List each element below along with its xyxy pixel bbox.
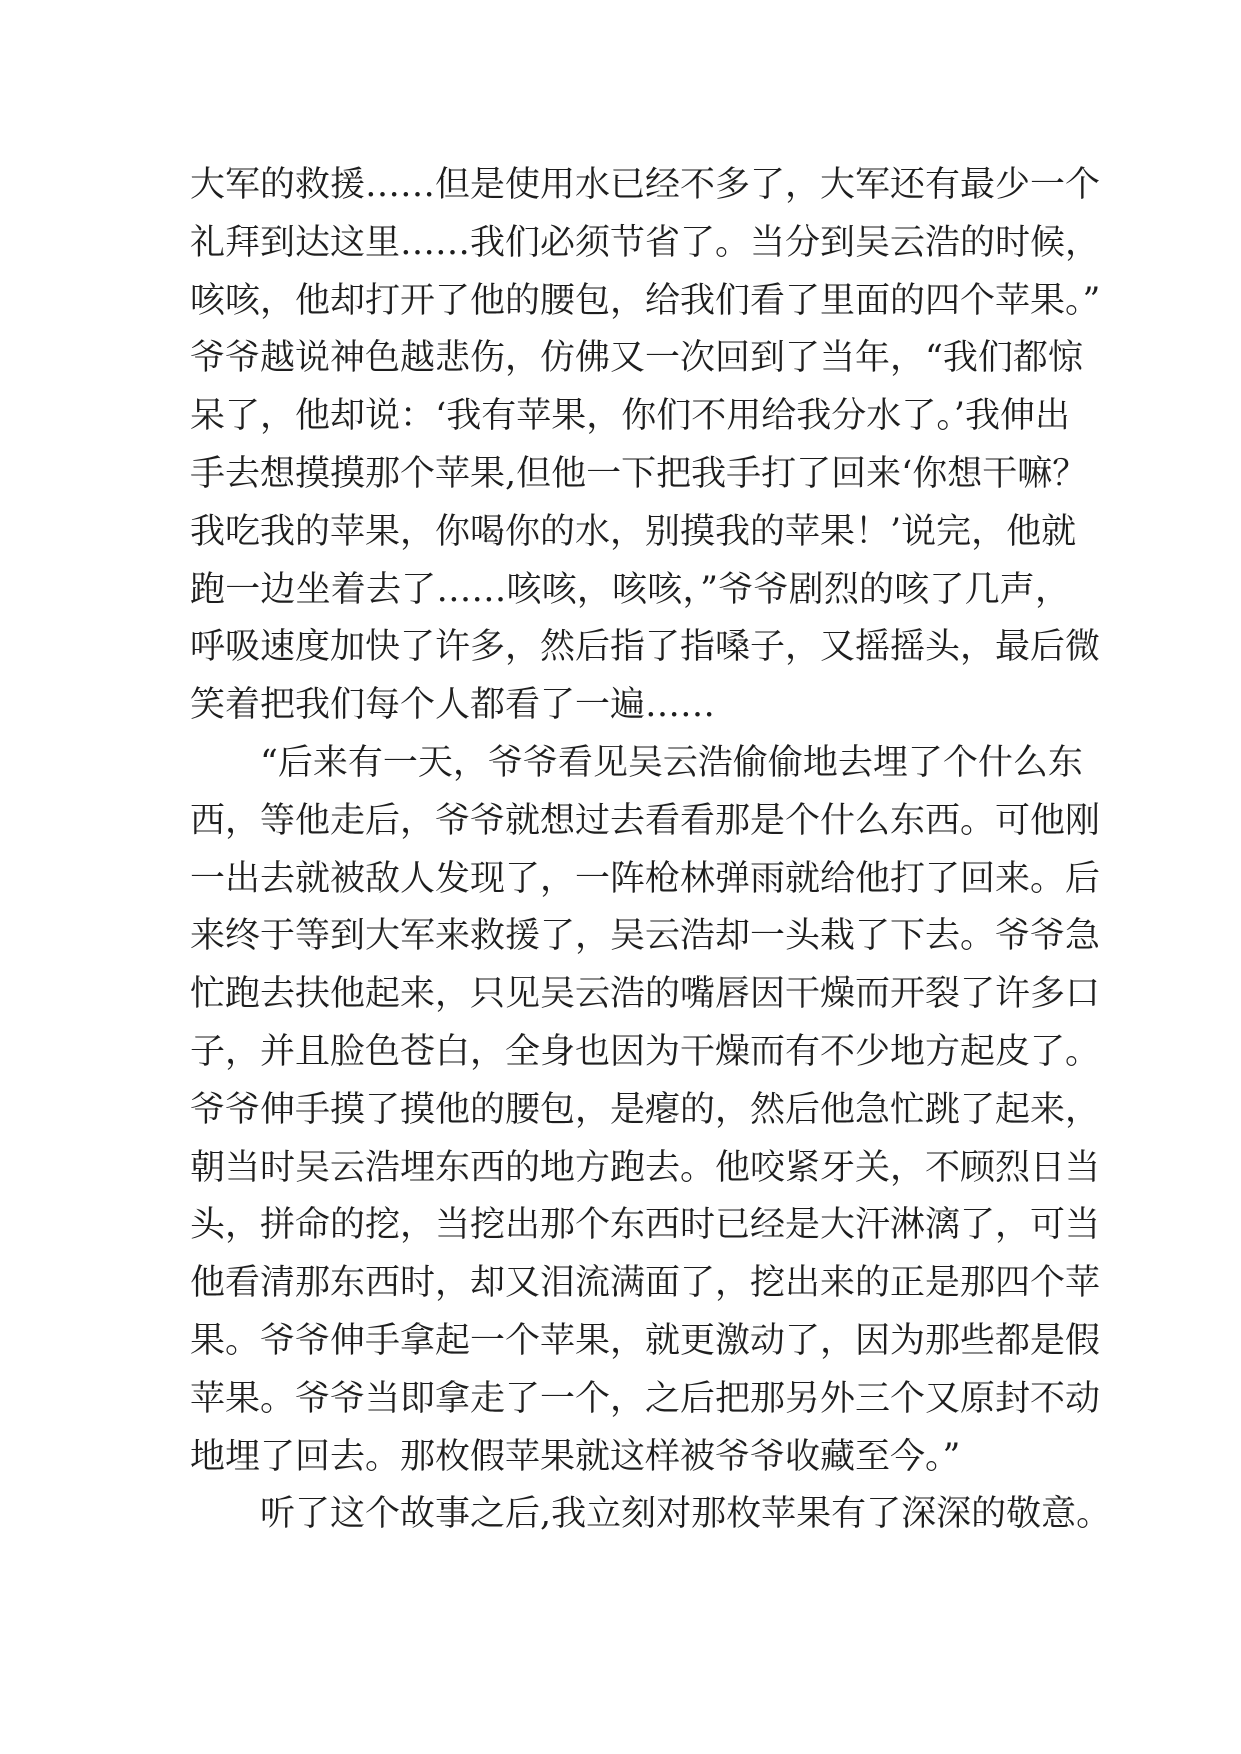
text-line: 咳咳，他却打开了他的腰包，给我们看了里面的四个苹果。” [190, 280, 1101, 321]
text-line: 头，拼命的挖，当挖出那个东西时已经是大汗淋漓了，可当 [190, 1205, 1101, 1246]
text-line: 礼拜到达这里……我们必须节省了。当分到吴云浩的时候， [190, 222, 1101, 263]
text-line: 听了这个故事之后,我立刻对那枚苹果有了深深的敬意。 [260, 1494, 1112, 1535]
text-line: 跑一边坐着去了……咳咳，咳咳，”爷爷剧烈的咳了几声， [190, 569, 1070, 610]
text-line: 爷爷越说神色越悲伤，仿佛又一次回到了当年，“我们都惊 [190, 338, 1083, 379]
story-text [190, 157, 1112, 1544]
text-line: 果。爷爷伸手拿起一个苹果，就更激动了，因为那些都是假 [190, 1320, 1101, 1361]
text-line: 我吃我的苹果，你喝你的水，别摸我的苹果！’说完，他就 [190, 511, 1077, 552]
text-line: 苹果。爷爷当即拿走了一个，之后把那另外三个又原封不动 [190, 1378, 1101, 1419]
text-line: 子，并且脸色苍白，全身也因为干燥而有不少地方起皮了。 [190, 1031, 1101, 1072]
text-line: 来终于等到大军来救援了，吴云浩却一头栽了下去。爷爷急 [190, 916, 1101, 957]
text-line: 呼吸速度加快了许多，然后指了指嗓子，又摇摇头，最后微 [190, 627, 1101, 668]
text-line: 笑着把我们每个人都看了一遍…… [190, 685, 716, 726]
text-line: 爷爷伸手摸了摸他的腰包，是瘪的，然后他急忙跳了起来， [190, 1089, 1101, 1130]
text-line: 呆了，他却说：‘我有苹果，你们不用给我分水了。’我伸出 [190, 396, 1070, 437]
text-line: 西，等他走后，爷爷就想过去看看那是个什么东西。可他刚 [190, 800, 1101, 841]
text-line: 手去想摸摸那个苹果,但他一下把我手打了回来‘你想干嘛？ [190, 453, 1088, 494]
text-line: 大军的救援……但是使用水已经不多了，大军还有最少一个 [190, 165, 1101, 205]
text-line: 他看清那东西时，却又泪流满面了，挖出来的正是那四个苹 [190, 1263, 1101, 1304]
text-line: 一出去就被敌人发现了，一阵枪林弹雨就给他打了回来。后 [190, 858, 1101, 899]
text-line: 地埋了回去。那枚假苹果就这样被爷爷收藏至今。” [190, 1436, 961, 1477]
text-line: 忙跑去扶他起来，只见吴云浩的嘴唇因干燥而开裂了许多口 [190, 974, 1101, 1015]
text-line: 朝当时吴云浩埋东西的地方跑去。他咬紧牙关，不顾烈日当 [190, 1147, 1101, 1188]
text-line: “后来有一天，爷爷看见吴云浩偷偷地去埋了个什么东 [260, 742, 1083, 783]
